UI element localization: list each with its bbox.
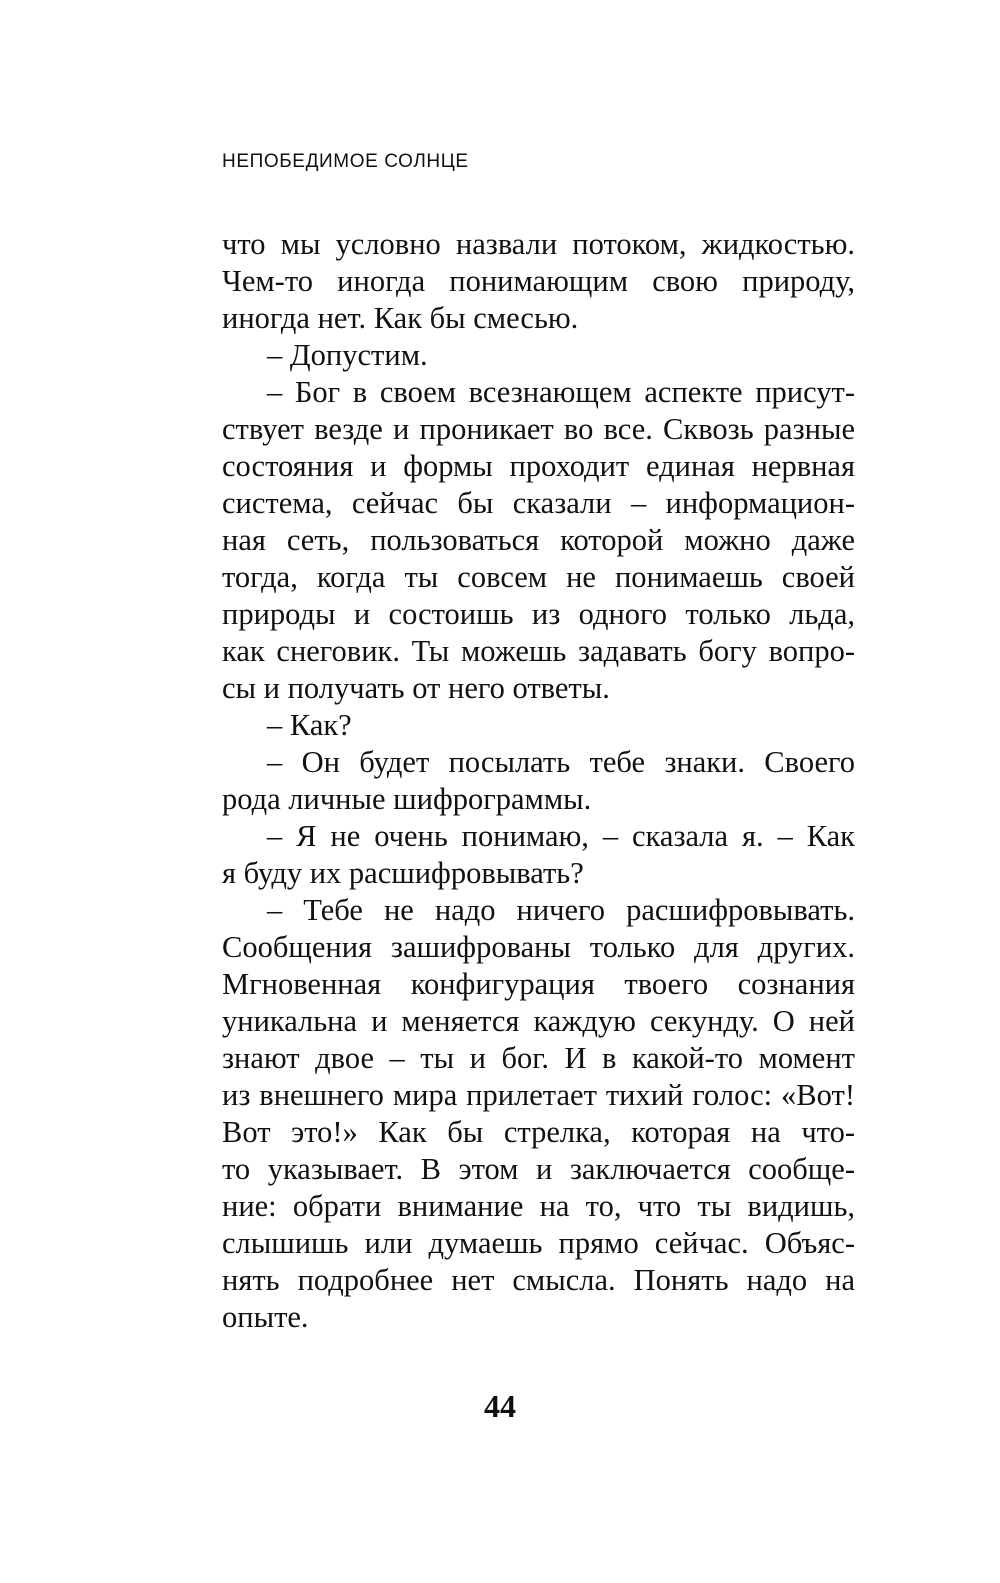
text-line: я буду их расшифровывать?	[222, 856, 584, 890]
text-line: Мгновенная конфигурация твоего сознания	[222, 967, 855, 1001]
text-line: что мы условно назвали потоком, жидкостью.	[222, 227, 855, 261]
text-line: рода личные шифрограммы.	[222, 782, 592, 816]
text-line: природы и состоишь из одного только льда,	[222, 597, 855, 631]
text-line: состояния и формы проходит единая нервная	[222, 449, 855, 483]
text-line: ние: обрати внимание на то, что ты видишь,	[222, 1189, 855, 1223]
text-line: из внешнего мира прилетает тихий голос: «Вот!	[222, 1078, 855, 1112]
text-line: сы и получать от него ответы.	[222, 671, 610, 705]
running-header-title: НЕПОБЕДИМОЕ СОЛНЦЕ	[222, 151, 469, 172]
dialogue-line: – Я не очень понимаю, – сказала я. – Как	[267, 819, 855, 853]
dialogue-line: – Допустим.	[267, 338, 428, 372]
text-line: тогда, когда ты совсем не понимаешь своей	[222, 560, 855, 594]
text-line: уникальна и меняется каждую секунду. О ней	[222, 1004, 855, 1038]
text-line: ная сеть, пользоваться которой можно даже	[222, 523, 855, 557]
dialogue-line: – Как?	[267, 708, 352, 742]
text-line: иногда нет. Как бы смесью.	[222, 301, 579, 335]
text-line: то указывает. В этом и заключается сообще-	[222, 1152, 855, 1186]
text-line: Вот это!» Как бы стрелка, которая на что-	[222, 1115, 855, 1149]
text-line: слышишь или думаешь прямо сейчас. Объяс-	[222, 1226, 855, 1260]
text-line: нять подробнее нет смысла. Понять надо на	[222, 1263, 855, 1297]
text-line: ствует везде и проникает во все. Сквозь разные	[222, 412, 855, 446]
text-line: Сообщения зашифрованы только для других.	[222, 930, 855, 964]
text-line: опыте.	[222, 1300, 309, 1334]
dialogue-line: – Он будет посылать тебе знаки. Своего	[267, 745, 855, 779]
body-text	[222, 226, 855, 1336]
dialogue-line: – Тебе не надо ничего расшифровывать.	[267, 893, 855, 927]
text-line: знают двое – ты и бог. И в какой-то момент	[222, 1041, 855, 1075]
text-line: как снеговик. Ты можешь задавать богу вопро-	[222, 634, 855, 668]
text-line: Чем-то иногда понимающим свою природу,	[222, 264, 855, 298]
page-number: 44	[484, 1388, 516, 1424]
dialogue-line: – Бог в своем всезнающем аспекте присут-	[267, 375, 855, 409]
text-line: система, сейчас бы сказали – информацион-	[222, 486, 855, 520]
